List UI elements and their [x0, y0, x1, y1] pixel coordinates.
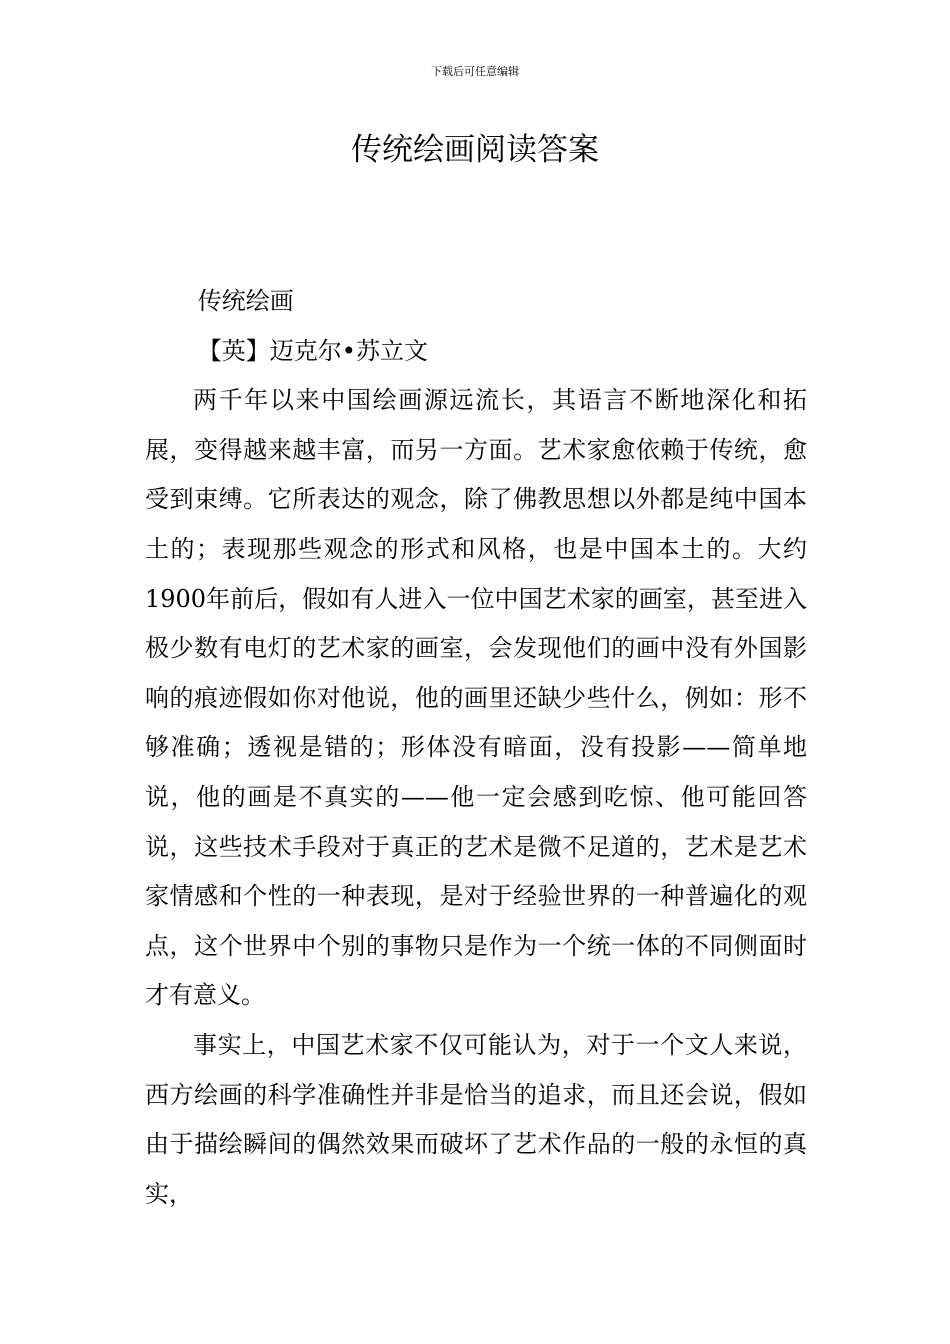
- article-author: 【英】迈克尔•苏立文: [197, 336, 428, 365]
- paragraph-1: 两千年以来中国绘画源远流长，其语言不断地深化和拓展，变得越来越丰富，而另一方面。艺术家愈依赖于传统，愈受到束缚。它所表达的观念，除了佛教思想以外都是纯中国本土的；表现那些观念的形式和风格，也是中国本土的。大约1900年前后，假如有人进入一位中国艺术家的画室，甚至进入极少数有电灯的艺术家的画室，会发现他们的画中没有外国影响的痕迹假如你对他说，他的画里还缺少些什么，例如：形不够准确；透视是错的；形体没有暗面，没有投影——简单地说，他的画是不真实的——他一定会感到吃惊、他可能回答说，这些技术手段对于真正的艺术是微不足道的，艺术是艺术家情感和个性的一种表现，是对于经验世界的一种普遍化的观点，这个世界中个别的事物只是作为一个统一体的不同侧面时才有意义。: [145, 386, 807, 1010]
- paragraph-2: 事实上，中国艺术家不仅可能认为，对于一个文人来说，西方绘画的科学准确性并非是恰当的追求，而且还会说，假如由于描绘瞬间的偶然效果而破坏了艺术作品的一般的永恒的真实，: [145, 1030, 807, 1208]
- document-body: [145, 277, 807, 1219]
- page-header-note: 下载后可任意编辑: [431, 65, 519, 78]
- document-title: 传统绘画阅读答案: [351, 132, 599, 168]
- article-subtitle: 传统绘画: [197, 287, 294, 315]
